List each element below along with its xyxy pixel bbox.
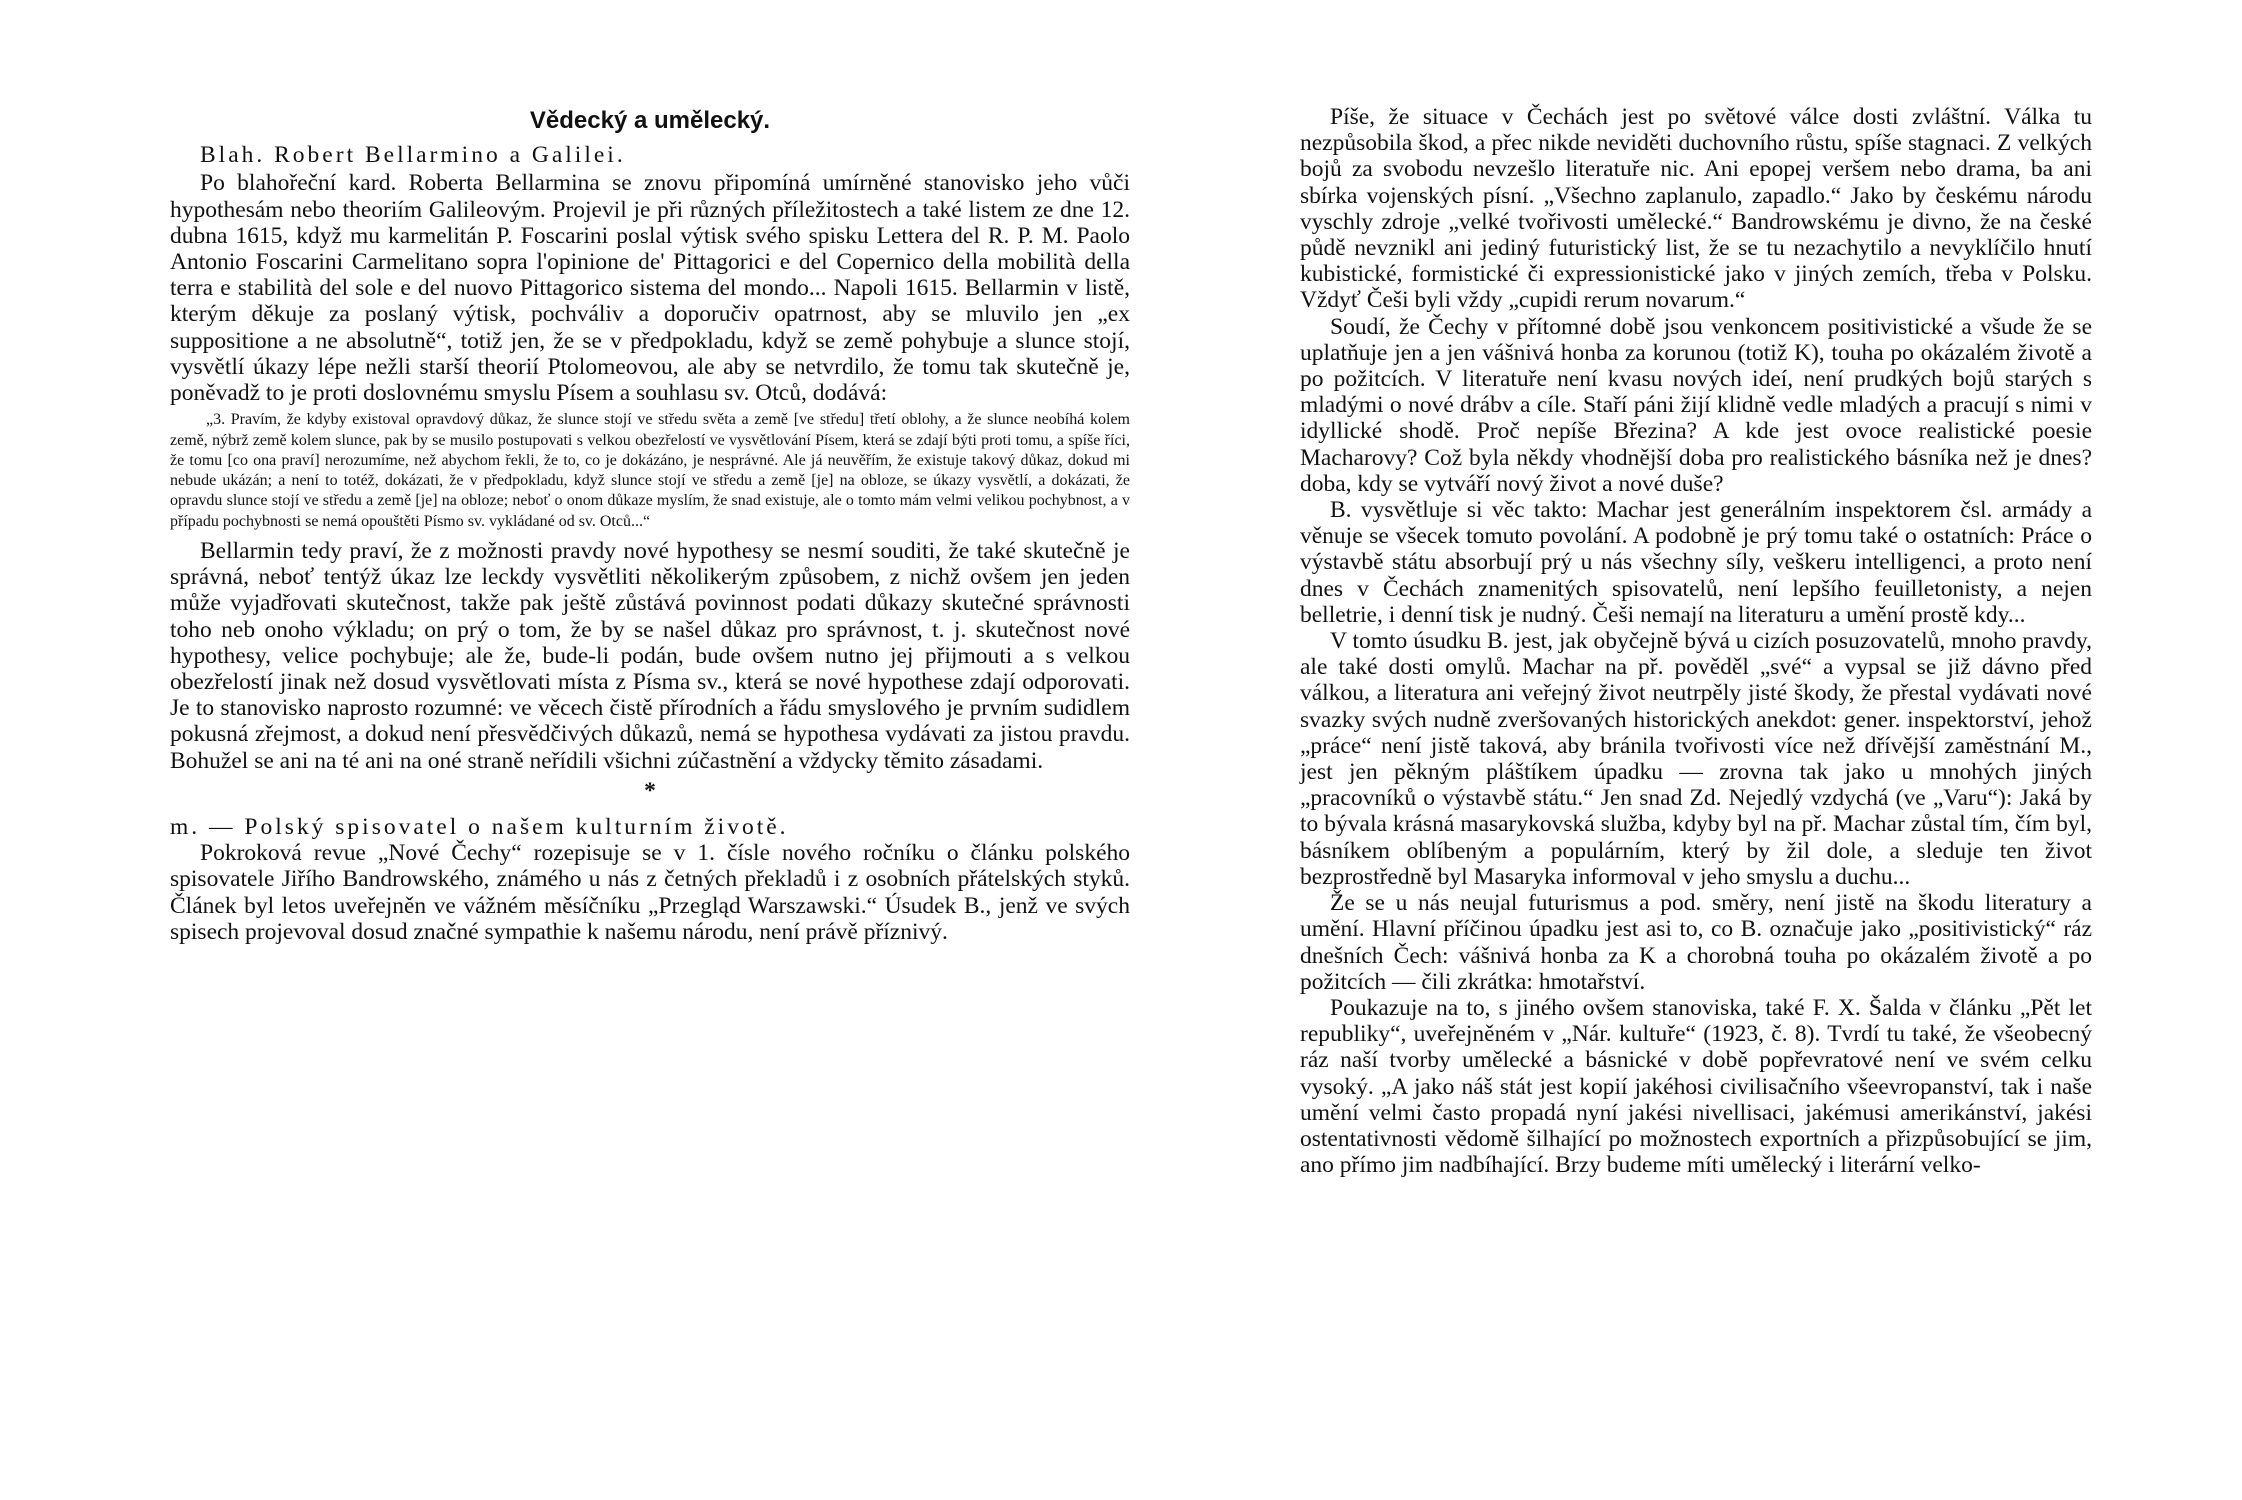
paragraph: Soudí, že Čechy v přítomné době jsou venkoncem positivistické a všude že se uplatňuje jen a jen vášnivá honba za korunou (totiž K), touha po okázalém životě a po požitcích. V literatuře není kvasu nových ideí, není prudkých bojů starých s mladými o nové drábv a cíle. Staří páni žijí klidně vedle mladých a pracují s nimi v idyllické shodě. Proč nepíše Březina? A kde jest ovoce realistické poesie Macharovy? Což byla někdy vhodnější doba pro realistického básníka než je dnes? doba, kdy se vytváří nový život a nové duše? <box>1300 313 2092 497</box>
paragraph: Poukazuje na to, s jiného ovšem stanoviska, také F. X. Šalda v článku „Pět let republiky“, uveřejněném v „Nár. kultuře“ (1923, č. 8). Tvrdí tu také, že všeobecný ráz naší tvorby umělecké a básnické v době popřevratové není ve svém celku vysoký. „A jako náš stát jest kopií jakéhosi civilisačního všeevropanství, tak i naše umění velmi často propadá nyní jakési nivellisaci, jakémusi amerikánství, jakési ostentativnosti vědomě šilhající po možnostech exportních a přizpůsobující se jim, ano přímo jim nadbíhající. Brzy budeme míti umělecký i literární velko- <box>1300 994 2092 1179</box>
paragraph: Bellarmin tedy praví, že z možnosti pravdy nové hypothesy se nesmí souditi, že také skutečně je správná, neboť tentýž úkaz lze leckdy vysvětliti několikerým způsobem, z nichž ovšem jen jeden může vyjadřovati skutečnost, takže pak ještě zůstává povinnost podati důkazy skutečné správnosti toho neb onoho výkladu; on prý o tom, že by se našel důkaz pro správnost, t. j. skutečnost nové hypothesy, velice pochybuje; ale že, bude-li podán, bude ovšem nutno jej přijmouti a s velkou obezřelostí jinak než dosud vysvětlovati místa z Písma sv., která se nové hypothese zdají odporovati. Je to stanovisko naprosto rozumné: ve věcech čistě přírodních a řádu smyslového je prvním sudidlem pokusná zřejmost, a dokud není přesvědčivých důkazů, nemá se hypothesa vydávati za jistou pravdu. Bohužel se ani na té ani na oné straně neřídili všichni zúčastnění a vždycky těmito zásadami. <box>170 538 1130 774</box>
paragraph: Píše, že situace v Čechách jest po světové válce dosti zvláštní. Válka tu nezpůsobila škod, a přec nikde neviděti duchovního růstu, spíše stagnaci. Z velkých bojů za svobodu nevzešlo literatuře nic. Ani epopej veršem nebo drama, ba ani sbírka vojenských písní. „Všechno zaplanulo, zapadlo.“ Jako by českému národu vyschly zdroje „velké tvořivosti umělecké.“ Bandrowskému je divno, že na české půdě nevznikl ani jediný futuristický list, že se tu nezachytilo a nevyklíčilo hnutí kubistické, formistické či expressionistické jako v jiných zemích, třeba v Polsku. Vždyť Češi byli vždy „cupidi rerum novarum.“ <box>1300 104 2092 314</box>
paragraph: Že se u nás neujal futurismus a pod. směry, není jistě na škodu literatury a umění. Hlavní příčinou úpadku jest asi to, co B. označuje jako „positivistický“ ráz dnešních Čech: vášnivá honba za K a chorobná touha po okázalém životě a po požitcích — čili zkrátka: hmotařství. <box>1300 890 2092 995</box>
left-page <box>170 104 1130 945</box>
paragraph: Po blahořeční kard. Roberta Bellarmina se znovu připomíná umírněné stanovisko jeho vůči hypothesám nebo theoriím Galileovým. Projevil je při různých příležitostech a také listem ze dne 12. dubna 1615, když mu karmelitán P. Foscarini poslal výtisk svého spisku Lettera del R. P. M. Paolo Antonio Foscarini Carmelitano sopra l'opinione de' Pittagorici e del Copernico della mobilità della terra e stabilità del sole e del nuovo Pittagorico sistema del mondo... Napoli 1615. Bellarmin v listě, kterým děkuje za poslaný výtisk, pochváliv a doporučiv opatrnost, aby se mluvilo jen „ex suppositione a ne absolutně“, totiž jen, že se v předpokladu, když se země pohybuje a slunce stojí, vysvětlí úkazy lépe nežli starší theorií Ptolomeovou, ale aby se netvrdilo, že tomu tak skutečně je, poněvadž to je proti doslovnému smyslu Písem a souhlasu sv. Otců, dodává: <box>170 170 1130 407</box>
article-title: m. — Polský spisovatel o našem kulturním životě. <box>170 814 789 841</box>
section-heading: Vědecký a umělecký. <box>529 107 771 134</box>
paragraph: Pokroková revue „Nové Čechy“ rozepisuje se v 1. čísle nového ročníku o článku polského spisovatele Jiřího Bandrowského, známého u nás z četných překladů i z osobních přátelských styků. Článek byl letos uveřejněn ve vážném měsíčníku „Przegląd Warszawski.“ Úsudek B., jenž ve svých spisech projevoval dosud značné sympathie k našemu národu, není právě příznivý. <box>170 840 1130 945</box>
paragraph: B. vysvětluje si věc takto: Machar jest generálním inspektorem čsl. armády a věnuje se všecek tomuto povolání. A podobně je prý tomu také o ostatních: Práce o výstavbě státu absorbují prý u nás všechny síly, veškeru intelligenci, a proto není dnes v Čechách znamenitých spisovatelů, není lepšího feuilletonisty, a nejen belletrie, i denní tisk je nudný. Češi nemají na literaturu a umění prostě kdy... <box>1300 497 2092 628</box>
quote-text: „3. Pravím, že kdyby existoval opravdový důkaz, že slunce stojí ve středu světa a země [ve středu] třetí oblohy, a že slunce neobíhá kolem země, nýbrž země kolem slunce, pak by se musilo postupovati s velkou obezřelostí ve vysvětlování Písem, která se zdají býti proti tomu, a spíše říci, že tomu [co ona praví] nerozumíme, než abychom řekli, že to, co je dokázáno, je nesprávné. Ale já neuvěřím, že existuje takový důkaz, dokud mi nebude ukázán; a není to totéž, dokázati, že v předpokladu, když slunce stojí ve středu a země [je] na obloze, se úkazy vysvětlí, a dokázati, že opravdu slunce stojí ve středu a země [je] na obloze; neboť o onom důkaze myslím, že snad existuje, ale o tomto mám velmi velikou pochybnost, a v případu pochybnosti se nemá opouštěti Písmo sv. vykládané od sv. Otců...“ <box>170 411 1130 530</box>
paragraph: V tomto úsudku B. jest, jak obyčejně bývá u cizích posuzovatelů, mnoho pravdy, ale také dosti omylů. Machar na př. pověděl „své“ a vypsal se již dávno před válkou, a literatura ani veřejný život neutrpěly jisté škody, že přestal vydávati nové svazky svých nudně zveršovaných historických anekdot: gener. inspektorství, jehož „práce“ není jistě taková, aby bránila tvořivosti více než dřívější zaměstnání M., jest jen pěkným pláštíkem úpadku — zrovna tak jako u mnohých jiných „pracovníků o výstavbě státu.“ Jen snad Zd. Nejedlý vzdychá (ve „Varu“): Jaká by to bývala krásná masarykovská služba, kdyby byl na př. Machar zůstal tím, čím byl, básníkem oblíbeným a populárním, který by žil dole, a sleduje ten život bezprostředně byl Masaryka informoval v jeho smyslu a duchu... <box>1300 628 2092 890</box>
article-subtitle: Blah. Robert Bellarmino a Galilei. <box>200 142 626 169</box>
section-separator: * <box>644 777 656 804</box>
right-page <box>1300 104 2092 1178</box>
block-quote <box>170 410 1130 532</box>
